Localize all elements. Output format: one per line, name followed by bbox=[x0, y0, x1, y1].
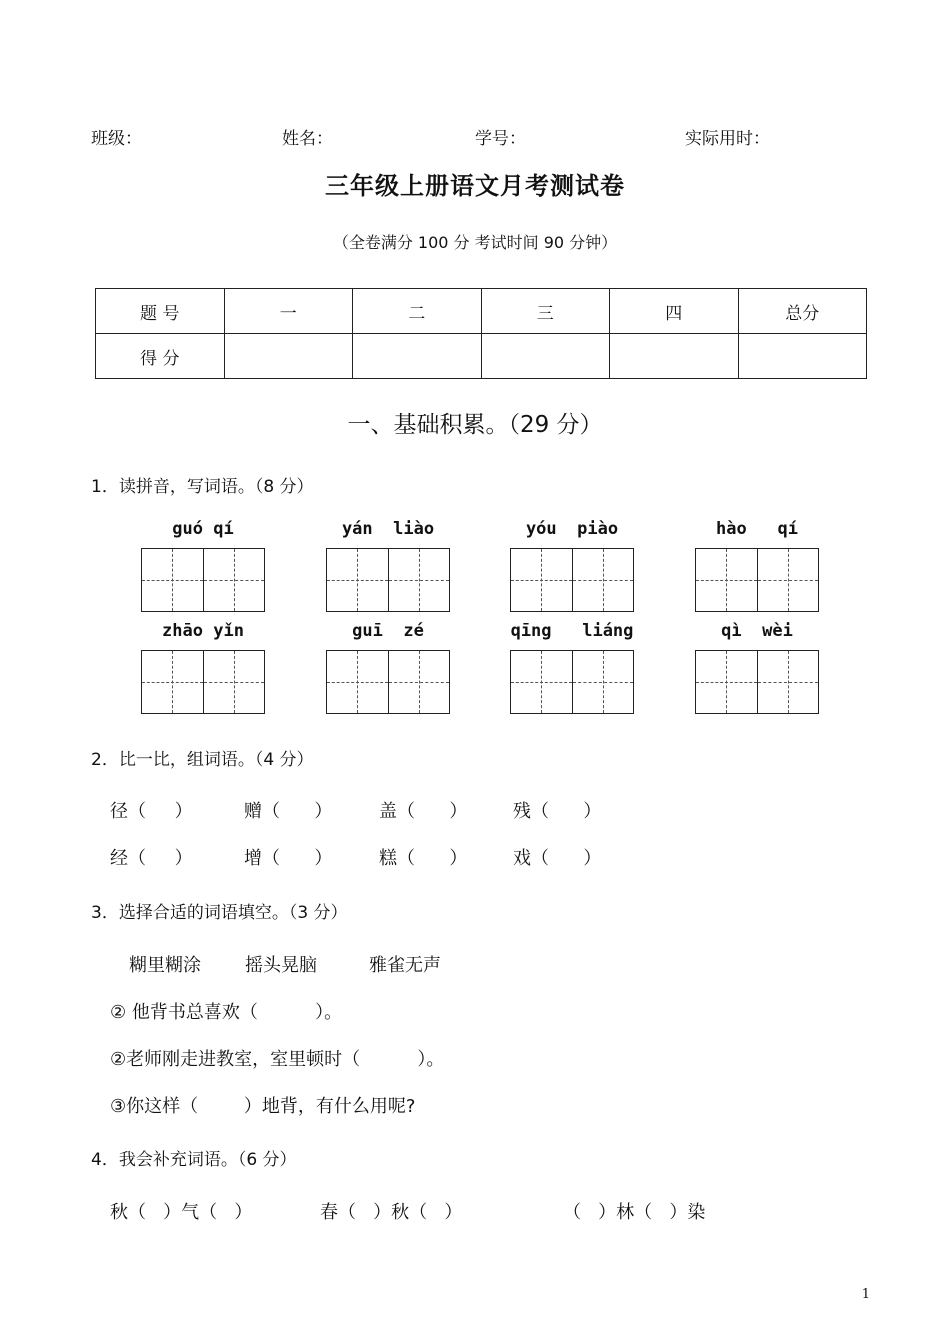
compare-item[interactable]: 径（ ） bbox=[110, 801, 193, 822]
word-option: 雅雀无声 bbox=[369, 955, 441, 976]
fill-sentence[interactable]: ③你这样（ ）地背，有什么用呢? bbox=[110, 1096, 416, 1117]
class-label: 班级： bbox=[91, 129, 142, 149]
score-table-header-row bbox=[96, 289, 867, 334]
score-cell[interactable] bbox=[610, 334, 739, 379]
idiom-blank[interactable]: （ ）林（ ）染 bbox=[563, 1202, 706, 1223]
question-4-title: 4．我会补充词语。（6 分） bbox=[91, 1150, 297, 1170]
score-table-score-row bbox=[96, 334, 867, 379]
score-cell[interactable] bbox=[481, 334, 610, 379]
compare-item[interactable]: 赠（ ） bbox=[244, 801, 333, 822]
score-cell[interactable] bbox=[224, 334, 353, 379]
score-table-header: 四 bbox=[610, 289, 739, 334]
word-option: 糊里糊涂 bbox=[129, 955, 201, 976]
student-id-label: 学号： bbox=[475, 129, 526, 149]
writing-grid[interactable] bbox=[141, 650, 265, 714]
pinyin-label: qì wèi bbox=[721, 621, 793, 641]
compare-item[interactable]: 增（ ） bbox=[244, 848, 333, 869]
compare-item[interactable]: 经（ ） bbox=[110, 848, 193, 869]
time-used-label: 实际用时： bbox=[685, 129, 770, 149]
pinyin-label: yóu piào bbox=[525, 519, 619, 539]
writing-grid[interactable] bbox=[510, 650, 634, 714]
word-option: 摇头晃脑 bbox=[245, 955, 317, 976]
fill-sentence[interactable]: ② 他背书总喜欢（ ）。 bbox=[110, 1002, 343, 1023]
page-title: 三年级上册语文月考测试卷 bbox=[325, 172, 625, 200]
question-1-title: 1．读拼音，写词语。（8 分） bbox=[91, 477, 314, 497]
question-3-title: 3．选择合适的词语填空。（3 分） bbox=[91, 903, 348, 923]
compare-item[interactable]: 残（ ） bbox=[513, 801, 602, 822]
score-table-header: 二 bbox=[353, 289, 482, 334]
compare-item[interactable]: 戏（ ） bbox=[513, 848, 602, 869]
writing-grid[interactable] bbox=[326, 548, 450, 612]
page-number: 1 bbox=[861, 1287, 870, 1302]
score-cell[interactable] bbox=[738, 334, 867, 379]
compare-item[interactable]: 盖（ ） bbox=[379, 801, 468, 822]
score-row-label: 得 分 bbox=[96, 334, 225, 379]
score-cell[interactable] bbox=[353, 334, 482, 379]
writing-grid[interactable] bbox=[695, 548, 819, 612]
score-table bbox=[95, 288, 867, 379]
pinyin-label: guó qí bbox=[172, 519, 234, 539]
exam-info: （全卷满分 100 分 考试时间 90 分钟） bbox=[332, 233, 618, 252]
pinyin-label: yán liào bbox=[341, 519, 435, 539]
score-table-header: 总分 bbox=[738, 289, 867, 334]
writing-grid[interactable] bbox=[141, 548, 265, 612]
name-label: 姓名： bbox=[282, 129, 333, 149]
compare-item[interactable]: 糕（ ） bbox=[379, 848, 468, 869]
pinyin-label: guī zé bbox=[352, 621, 424, 641]
idiom-blank[interactable]: 秋（ ）气（ ） bbox=[110, 1202, 253, 1223]
score-table-header: 一 bbox=[224, 289, 353, 334]
pinyin-label: zhāo yǐn bbox=[162, 621, 244, 641]
section-heading: 一、基础积累。（29 分） bbox=[347, 412, 603, 438]
question-2-title: 2．比一比，组词语。（4 分） bbox=[91, 750, 314, 770]
pinyin-label: hào qí bbox=[716, 519, 798, 539]
score-table-header: 三 bbox=[481, 289, 610, 334]
fill-sentence[interactable]: ②老师刚走进教室，室里顿时（ ）。 bbox=[110, 1049, 445, 1070]
writing-grid[interactable] bbox=[695, 650, 819, 714]
pinyin-label: qīng liáng bbox=[510, 621, 634, 641]
writing-grid[interactable] bbox=[326, 650, 450, 714]
idiom-blank[interactable]: 春（ ）秋（ ） bbox=[320, 1202, 463, 1223]
writing-grid[interactable] bbox=[510, 548, 634, 612]
score-table-header: 题 号 bbox=[96, 289, 225, 334]
